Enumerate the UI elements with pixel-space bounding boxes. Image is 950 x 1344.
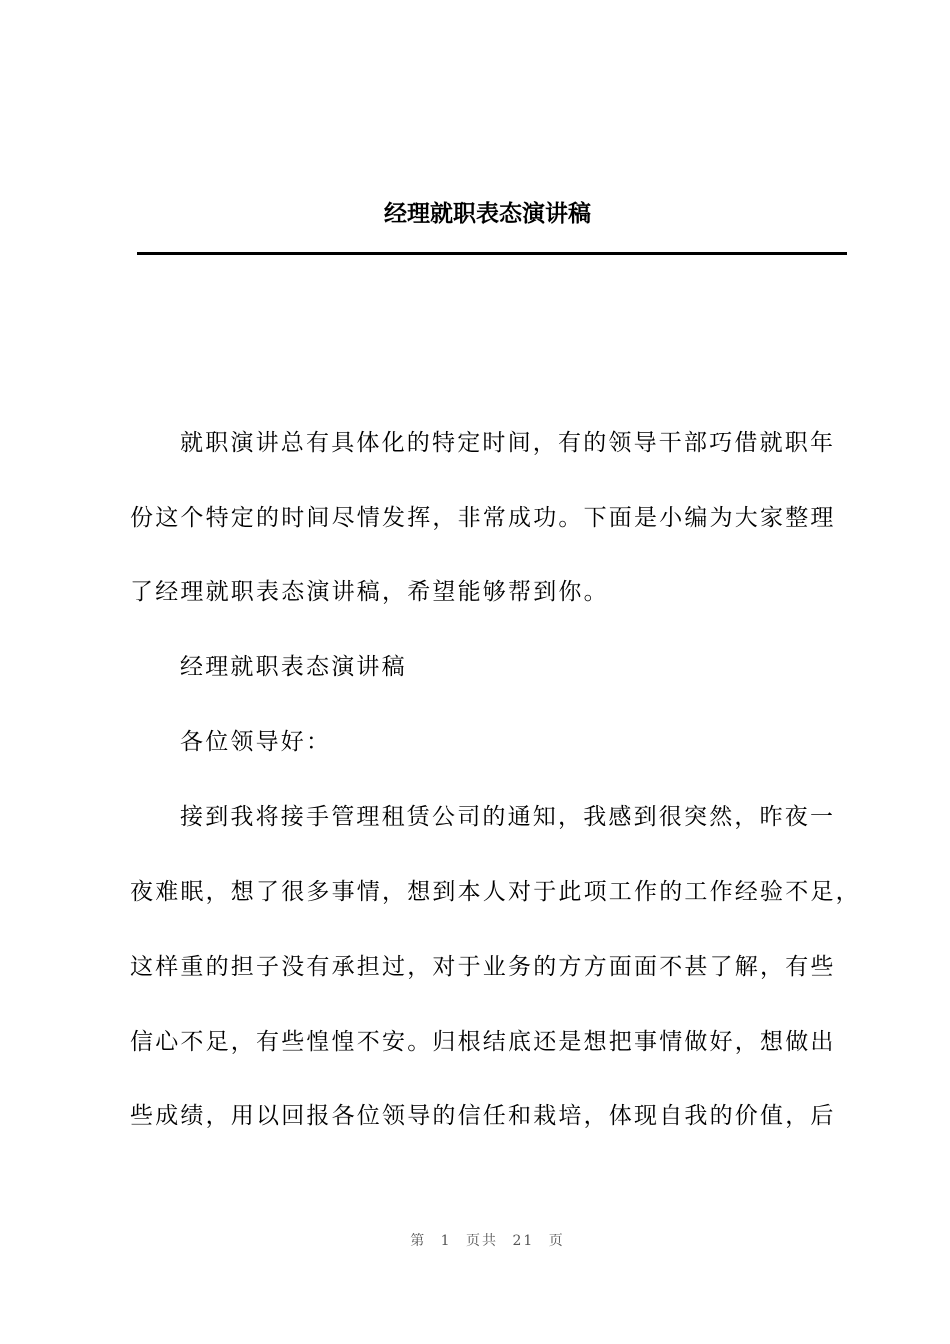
paragraph-line: 就职演讲总有具体化的特定时间，有的领导干部巧借就职年 <box>180 430 836 456</box>
paragraph-line: 份这个特定的时间尽情发挥，非常成功。下面是小编为大家整理 <box>130 505 836 531</box>
document-title: 经理就职表态演讲稿 <box>384 200 591 227</box>
paragraph-line: 些成绩，用以回报各位领导的信任和栽培，体现自我的价值，后 <box>130 1103 836 1129</box>
paragraph-line: 这样重的担子没有承担过，对于业务的方方面面不甚了解，有些 <box>130 954 836 980</box>
paragraph-line: 了经理就职表态演讲稿，希望能够帮到你。 <box>130 579 609 605</box>
salutation: 各位领导好： <box>180 729 332 755</box>
section-heading: 经理就职表态演讲稿 <box>180 654 407 680</box>
paragraph-line: 夜难眠，想了很多事情，想到本人对于此项工作的工作经验不足， <box>130 879 861 905</box>
paragraph-line: 接到我将接手管理租赁公司的通知，我感到很突然，昨夜一 <box>180 804 836 830</box>
paragraph-line: 信心不足，有些惶惶不安。归根结底还是想把事情做好，想做出 <box>130 1029 836 1055</box>
page-footer: 第 1 页共 21 页 <box>410 1233 565 1249</box>
title-divider <box>137 252 847 255</box>
